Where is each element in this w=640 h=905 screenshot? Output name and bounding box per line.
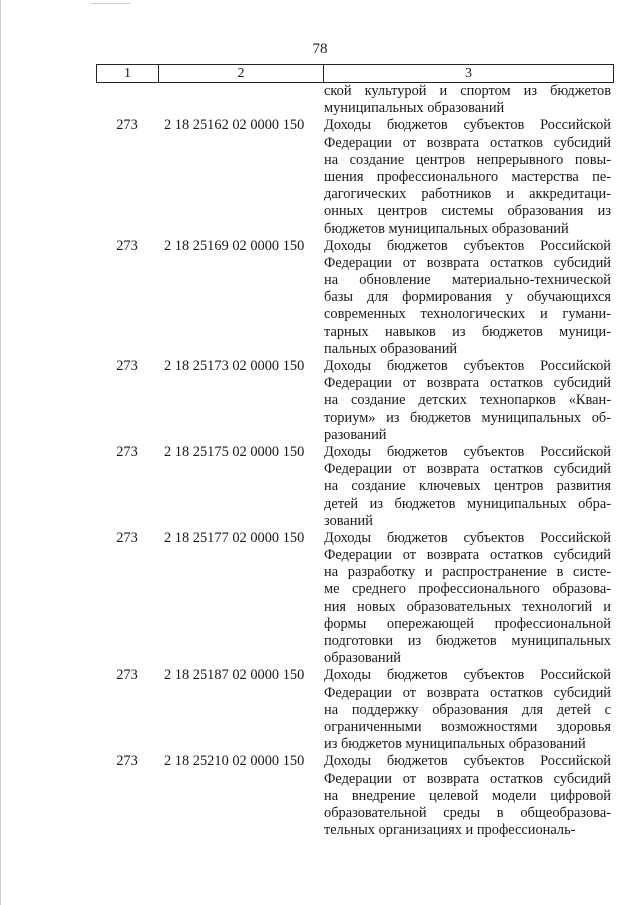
revenue-description: [324, 444, 611, 530]
budget-classification-code: 2 18 25210 02 0000 150: [164, 753, 305, 770]
page-number: 78: [312, 41, 328, 57]
text-line: ме среднего профессионального образова-: [324, 581, 611, 598]
text-line: онных центров системы образования из: [324, 203, 611, 220]
text-line: Доходы бюджетов субъектов Российской: [324, 117, 611, 134]
scan-edge-mark: [0, 0, 1, 905]
budget-classification-code: 2 18 25177 02 0000 150: [164, 529, 305, 546]
table-row: [96, 238, 616, 358]
revenue-description: [324, 667, 611, 753]
table-row: [96, 444, 616, 530]
text-line: на создание детских технопарков «Кван-: [324, 392, 611, 409]
text-line: Доходы бюджетов субъектов Российской: [324, 358, 611, 374]
text-line: формы опережающей профессиональной: [324, 615, 611, 632]
table-row: [96, 667, 616, 753]
text-line: разований: [324, 426, 387, 443]
admin-code: 273: [116, 358, 138, 374]
text-line: пальных образований: [324, 340, 458, 357]
text-line: Федерации от возврата остатков субсидий: [324, 375, 611, 392]
table-row: [96, 117, 616, 237]
text-line: образовательной среды в общеобразова-: [324, 804, 611, 821]
table-body: [96, 83, 616, 839]
text-line: детей из бюджетов муниципальных обра-: [324, 495, 611, 512]
table-row: [96, 753, 616, 839]
text-line: подготовки из бюджетов муниципальных: [324, 633, 611, 649]
text-line: бюджетов муниципальных образований: [324, 220, 569, 237]
budget-classification-code: 2 18 25173 02 0000 150: [164, 358, 305, 374]
text-line: из бюджетов муниципальных образований: [324, 736, 586, 753]
header-col-1: 1: [97, 65, 159, 82]
text-line: Доходы бюджетов субъектов Российской: [324, 443, 611, 460]
budget-classification-code: 2 18 25175 02 0000 150: [164, 443, 305, 460]
text-line: Доходы бюджетов субъектов Российской: [324, 237, 611, 254]
text-line: тарных навыков из бюджетов муници-: [324, 323, 611, 340]
budget-classification-code: 2 18 25162 02 0000 150: [164, 117, 305, 134]
text-line: Федерации от возврата остатков субсидий: [324, 684, 611, 701]
text-line: на внедрение целевой модели цифровой: [324, 787, 611, 804]
text-line: ториум» из бюджетов муниципальных об-: [324, 409, 611, 426]
admin-code: 273: [116, 529, 138, 546]
budget-classification-code: 2 18 25187 02 0000 150: [164, 667, 305, 684]
revenue-description: [324, 753, 611, 839]
admin-code: 273: [116, 753, 138, 770]
text-line: на обновление материально-технической: [324, 272, 611, 289]
text-line: Федерации от возврата остатков субсидий: [324, 254, 611, 271]
text-line: Доходы бюджетов субъектов Российской: [324, 667, 611, 684]
text-line: на поддержку образования для детей с: [324, 701, 611, 718]
text-line: Федерации от возврата остатков субсидий: [324, 770, 611, 787]
text-line: современных технологических и гумани-: [324, 306, 611, 323]
admin-code: 273: [116, 237, 138, 254]
budget-classification-code: 2 18 25169 02 0000 150: [164, 237, 305, 254]
text-line: образований: [324, 650, 401, 667]
text-line: ской культурой и спортом из бюджетов: [324, 83, 611, 99]
revenue-description: [324, 117, 611, 237]
text-line: базы для формирования у обучающихся: [324, 289, 611, 306]
text-line: тельных организациях и профессиональ-: [324, 822, 576, 839]
continuation-text: [324, 83, 611, 117]
text-line: Федерации от возврата остатков субсидий: [324, 461, 611, 478]
scan-edge-mark: [90, 3, 130, 4]
text-line: Федерации от возврата остатков субсидий: [324, 547, 611, 564]
text-line: Федерации от возврата остатков субсидий: [324, 134, 611, 151]
admin-code: 273: [116, 667, 138, 684]
text-line: дагогических работников и аккредитаци-: [324, 186, 611, 203]
table-row: [96, 530, 616, 668]
text-line: ограниченными возможностями здоровья: [324, 718, 611, 735]
header-col-3: 3: [465, 66, 472, 81]
text-line: Доходы бюджетов субъектов Российской: [324, 753, 611, 770]
text-line: муниципальных образований: [324, 100, 505, 117]
revenue-description: [324, 530, 611, 668]
text-line: на создание ключевых центров развития: [324, 478, 611, 495]
header-col-2: 2: [159, 65, 324, 82]
text-line: Доходы бюджетов субъектов Российской: [324, 529, 611, 546]
text-line: шения профессионального мастерства пе-: [324, 168, 611, 185]
revenue-description: [324, 238, 611, 358]
table-header: [96, 64, 614, 83]
admin-code: 273: [116, 117, 138, 134]
admin-code: 273: [116, 443, 138, 460]
text-line: ния новых образовательных технологий и: [324, 598, 611, 615]
text-line: на разработку и распространение в систе-: [324, 564, 611, 581]
text-line: на создание центров непрерывного повы-: [324, 151, 611, 168]
revenue-description: [324, 358, 611, 444]
continuation-row: [96, 83, 616, 117]
table-row: [96, 358, 616, 444]
text-line: зований: [324, 512, 373, 529]
